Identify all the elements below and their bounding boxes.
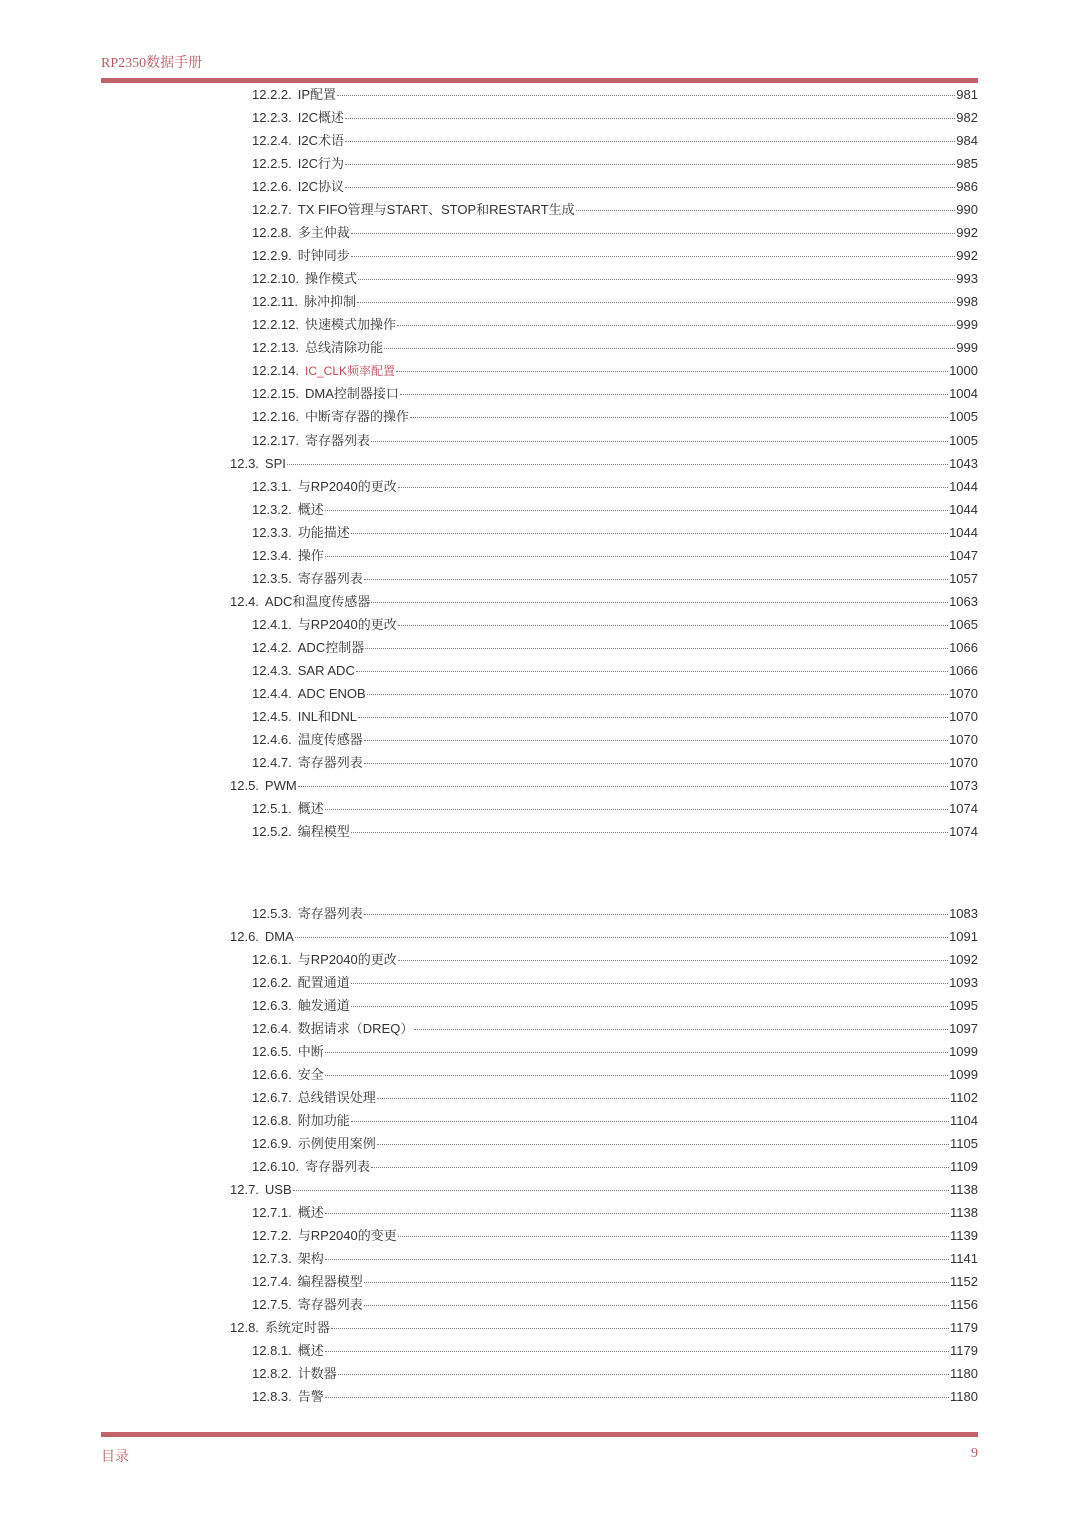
toc-entry-number: 12.6.3. [252, 997, 292, 1013]
toc-entry-number: 12.2.3. [252, 110, 292, 125]
toc-entry-number: 12.2.10. [252, 271, 299, 287]
dot-leader [367, 693, 948, 695]
toc-entry[interactable] [252, 1341, 978, 1361]
document-title: RP2350数据手册 [101, 56, 203, 71]
toc-entry[interactable] [230, 927, 978, 947]
toc-entry-title: 中断寄存器的操作 [305, 409, 410, 425]
toc-entry-title: 安全 [297, 1066, 324, 1082]
toc-entry-number: 12.4.3. [252, 662, 292, 678]
toc-entry[interactable] [252, 1134, 978, 1154]
dot-leader [357, 301, 955, 303]
dot-leader [351, 532, 948, 534]
dot-leader [351, 831, 948, 833]
dot-leader [351, 982, 948, 984]
toc-entry-page: 981 [956, 87, 978, 102]
toc-entry-title: USB [264, 1181, 292, 1197]
toc-entry[interactable] [252, 1157, 978, 1177]
toc-entry-page: 1070 [949, 685, 978, 701]
dot-leader [364, 1281, 949, 1283]
dot-leader [358, 278, 955, 280]
toc-entry-number: 12.2.5. [252, 156, 292, 172]
toc-entry-number: 12.2.4. [252, 133, 292, 149]
toc-entry[interactable] [252, 500, 978, 520]
toc-entry-page: 1180 [950, 1366, 978, 1382]
toc-entry[interactable] [252, 338, 978, 358]
toc-entry-number: 12.2.8. [252, 225, 292, 241]
toc-entry-page: 1070 [949, 731, 978, 747]
toc-entry-page: 1043 [949, 455, 978, 471]
toc-entry-number: 12.2.17. [252, 432, 299, 448]
toc-entry[interactable] [252, 546, 978, 566]
toc-entry-title: 总线清除功能 [305, 340, 384, 356]
toc-entry-title: I2C行为 [297, 156, 344, 172]
toc-entry-page: 1152 [950, 1274, 978, 1289]
toc-entry-page: 1083 [949, 905, 978, 921]
toc-entry[interactable] [252, 753, 978, 773]
toc-entry-number: 12.3. [230, 455, 259, 471]
dot-leader [410, 416, 948, 418]
toc-entry[interactable] [252, 361, 978, 381]
toc-entry-number: 12.7.2. [252, 1227, 292, 1243]
dot-leader [337, 94, 955, 96]
toc-entry-page: 1044 [949, 501, 978, 517]
toc-entry-title: 与RP2040的更改 [297, 616, 397, 632]
toc-entry-page: 986 [956, 179, 978, 195]
toc-entry[interactable] [252, 477, 978, 497]
toc-entry[interactable] [252, 799, 978, 819]
dot-leader [414, 1028, 948, 1030]
toc-entry-page: 1070 [949, 708, 978, 724]
toc-entry-number: 12.5.1. [252, 800, 292, 816]
toc-entry-number: 12.6.2. [252, 974, 292, 990]
toc-entry-number: 12.8. [230, 1320, 259, 1335]
toc-entry-title: 架构 [297, 1250, 324, 1266]
toc-entry-number: 12.3.4. [252, 547, 292, 563]
dot-leader [397, 324, 955, 326]
toc-entry-page: 1044 [949, 478, 978, 494]
toc-entry-page: 1156 [950, 1297, 978, 1312]
toc-entry-number: 12.3.3. [252, 524, 292, 540]
toc-entry[interactable] [252, 730, 978, 750]
toc-entry-title: 寄存器列表 [305, 432, 371, 448]
toc-entry-number: 12.6. [230, 928, 259, 944]
toc-entry-title: 操作 [297, 547, 324, 563]
dot-leader [325, 509, 948, 511]
toc-entry-title: TX FIFO管理与START、STOP和RESTART生成 [297, 202, 575, 218]
toc-entry[interactable] [252, 177, 978, 197]
dot-leader [364, 913, 948, 915]
toc-entry-page: 1093 [949, 974, 978, 990]
toc-entry[interactable] [252, 131, 978, 151]
toc-entry-number: 12.4.1. [252, 616, 292, 632]
toc-entry-title: 寄存器列表 [297, 1297, 363, 1312]
toc-entry-title: 编程模型 [297, 824, 350, 839]
dot-leader [364, 739, 948, 741]
toc-entry-title: 附加功能 [297, 1112, 350, 1128]
toc-entry-page: 982 [956, 110, 978, 125]
toc-entry[interactable] [252, 269, 978, 289]
toc-entry[interactable] [252, 85, 978, 105]
toc-entry[interactable] [252, 569, 978, 589]
toc-entry-title: 脉冲抑制 [304, 294, 357, 310]
toc-entry[interactable] [252, 315, 978, 335]
dot-leader [295, 936, 948, 938]
toc-entry-title: DMA [264, 928, 294, 944]
toc-entry-title: 寄存器列表 [305, 1158, 371, 1174]
toc-entry-page: 999 [956, 340, 978, 356]
toc-entry-page: 1065 [949, 616, 978, 632]
dot-leader [325, 1350, 949, 1352]
toc-entry-number: 12.5. [230, 777, 259, 793]
dot-leader [377, 1143, 949, 1145]
toc-entry[interactable] [252, 384, 978, 404]
dot-leader [371, 601, 948, 603]
toc-entry-page: 1141 [950, 1250, 978, 1266]
toc-entry-page: 1097 [949, 1020, 978, 1036]
dot-leader [325, 1212, 949, 1214]
toc-entry-title: 寄存器列表 [297, 905, 363, 921]
dot-leader [325, 555, 948, 557]
toc-entry-page: 993 [956, 271, 978, 287]
dot-leader [351, 255, 956, 257]
toc-entry-title: 与RP2040的变更 [297, 1227, 397, 1243]
dot-leader [351, 1120, 949, 1122]
toc-entry-page: 1102 [950, 1089, 978, 1105]
dot-leader [325, 1074, 948, 1076]
toc-entry-title: 寄存器列表 [297, 754, 363, 770]
toc-entry-title: 总线错误处理 [297, 1089, 376, 1105]
dot-leader [356, 670, 948, 672]
toc-entry-number: 12.4. [230, 593, 259, 609]
toc-entry-number: 12.6.5. [252, 1043, 292, 1059]
toc-entry[interactable] [252, 108, 978, 128]
toc-entry-title: 操作模式 [305, 271, 358, 287]
toc-entry-page: 1000 [949, 363, 978, 379]
toc-entry-page: 1095 [949, 997, 978, 1013]
dot-leader [398, 959, 948, 961]
dot-leader [345, 117, 955, 119]
toc-entry[interactable] [252, 1111, 978, 1131]
toc-entry-number: 12.7.3. [252, 1250, 292, 1266]
toc-entry-page: 998 [956, 294, 978, 310]
toc-entry-number: 12.7. [230, 1181, 259, 1197]
dot-leader [396, 370, 948, 372]
toc-entry-page: 1063 [949, 593, 978, 609]
toc-entry-title: 计数器 [297, 1366, 337, 1382]
dot-leader [384, 347, 955, 349]
dot-leader [398, 624, 948, 626]
footer-section-label: 目录 [101, 1450, 129, 1465]
toc-entry-page: 1047 [949, 547, 978, 563]
toc-entry[interactable] [230, 592, 978, 612]
dot-leader [345, 163, 955, 165]
toc-entry[interactable] [252, 684, 978, 704]
toc-entry[interactable] [252, 973, 978, 993]
toc-entry-title: 概述 [297, 800, 324, 816]
toc-entry-number: 12.2.7. [252, 202, 292, 218]
toc-entry-title: 触发通道 [297, 997, 350, 1013]
toc-entry-number: 12.8.2. [252, 1366, 292, 1382]
toc-entry-number: 12.5.3. [252, 905, 292, 921]
toc-entry-page: 1005 [949, 432, 978, 448]
dot-leader [351, 232, 956, 234]
dot-leader [287, 463, 948, 465]
toc-entry[interactable] [252, 431, 978, 451]
toc-entry-page: 1092 [949, 951, 978, 967]
toc-entry-number: 12.2.12. [252, 317, 299, 333]
toc-entry-page: 1138 [950, 1181, 978, 1197]
toc-entry-number: 12.7.1. [252, 1204, 292, 1220]
toc-entry-title: 数据请求（DREQ） [297, 1020, 414, 1036]
toc-entry-title[interactable]: IC_CLK频率配置 [305, 364, 396, 379]
toc-entry[interactable] [252, 407, 978, 427]
toc-entry-title: SAR ADC [297, 662, 355, 678]
toc-entry-number: 12.4.5. [252, 708, 292, 724]
toc-entry[interactable] [252, 523, 978, 543]
toc-entry[interactable] [252, 246, 978, 266]
toc-entry[interactable] [252, 1226, 978, 1246]
dot-leader [325, 1396, 949, 1398]
toc-entry[interactable] [252, 1203, 978, 1223]
toc-entry-title: 配置通道 [297, 974, 350, 990]
toc-entry-page: 990 [956, 202, 978, 218]
toc-entry-page: 999 [956, 317, 978, 333]
dot-leader [351, 1005, 948, 1007]
dot-leader [371, 1166, 949, 1168]
toc-entry-number: 12.4.2. [252, 639, 292, 655]
toc-entry-page: 1180 [950, 1389, 978, 1405]
toc-entry[interactable] [252, 1019, 978, 1039]
toc-entry-number: 12.7.4. [252, 1274, 292, 1289]
toc-entry-number: 12.3.1. [252, 478, 292, 494]
toc-entry-title: 快速模式加操作 [305, 317, 397, 333]
toc-entry-title: SPI [264, 455, 286, 471]
toc-entry-number: 12.2.2. [252, 87, 292, 102]
dot-leader [331, 1327, 949, 1329]
toc-entry-number: 12.2.15. [252, 386, 299, 402]
dot-leader [400, 393, 948, 395]
toc-entry-page: 1073 [949, 777, 978, 793]
footer-rule [101, 1432, 978, 1437]
toc-entry-title: IP配置 [297, 87, 337, 102]
toc-entry-page: 992 [956, 225, 978, 241]
dot-leader [398, 486, 948, 488]
toc-entry-page: 1004 [949, 386, 978, 402]
toc-entry[interactable] [252, 1272, 978, 1292]
toc-entry-number: 12.4.4. [252, 685, 292, 701]
toc-entry-page: 1057 [949, 570, 978, 586]
toc-entry-title: ADC和温度传感器 [264, 593, 371, 609]
toc-entry-page: 1099 [949, 1066, 978, 1082]
dot-leader [358, 716, 948, 718]
dot-leader [364, 762, 948, 764]
dot-leader [364, 1304, 949, 1306]
toc-entry[interactable] [252, 1364, 978, 1384]
toc-entry-title: 系统定时器 [264, 1320, 330, 1335]
toc-entry-title: 寄存器列表 [297, 570, 363, 586]
toc-entry-page: 1179 [950, 1343, 978, 1359]
toc-entry[interactable] [252, 615, 978, 635]
toc-entry-title: ADC ENOB [297, 685, 366, 701]
toc-entry-page: 1005 [949, 409, 978, 425]
dot-leader [576, 209, 956, 211]
toc-entry-page: 992 [956, 248, 978, 264]
toc-entry[interactable] [252, 661, 978, 681]
dot-leader [293, 1189, 949, 1191]
toc-entry-number: 12.6.10. [252, 1158, 299, 1174]
toc-entry-title: 温度传感器 [297, 731, 363, 747]
toc-entry-title: 与RP2040的更改 [297, 478, 397, 494]
toc-entry[interactable] [252, 950, 978, 970]
toc-entry[interactable] [252, 707, 978, 727]
toc-entry-title: 概述 [297, 501, 324, 517]
toc-entry[interactable] [252, 1249, 978, 1269]
toc-entry-page: 1105 [950, 1135, 978, 1151]
toc-entry[interactable] [252, 223, 978, 243]
toc-entry[interactable] [230, 776, 978, 796]
dot-leader [338, 1373, 949, 1375]
toc-entry[interactable] [252, 1042, 978, 1062]
toc-entry[interactable] [252, 996, 978, 1016]
toc-entry-page: 984 [956, 133, 978, 149]
dot-leader [377, 1097, 949, 1099]
toc-entry-title: 中断 [297, 1043, 324, 1059]
dot-leader [398, 1235, 949, 1237]
toc-entry-title: I2C概述 [297, 110, 344, 125]
toc-entry[interactable] [252, 1387, 978, 1407]
toc-entry[interactable] [252, 638, 978, 658]
toc-entry-page: 1138 [950, 1204, 978, 1220]
toc-entry-number: 12.3.5. [252, 570, 292, 586]
toc-entry-number: 12.2.16. [252, 409, 299, 425]
toc-entry-number: 12.6.9. [252, 1135, 292, 1151]
toc-entry-title: 告警 [297, 1389, 324, 1405]
toc-entry[interactable] [230, 454, 978, 474]
toc-entry-page: 1104 [950, 1112, 978, 1128]
toc-entry[interactable] [252, 154, 978, 174]
toc-entry-number: 12.5.2. [252, 824, 292, 839]
toc-entry-title: DMA控制器接口 [305, 386, 399, 402]
toc-entry[interactable] [252, 200, 978, 220]
toc-entry-number: 12.8.1. [252, 1343, 292, 1359]
dot-leader [345, 186, 955, 188]
dot-leader [365, 647, 948, 649]
page-number: 9 [971, 1446, 978, 1461]
toc-entry-number: 12.3.2. [252, 501, 292, 517]
toc-entry-page: 1044 [949, 524, 978, 540]
toc-entry-page: 1074 [949, 824, 978, 839]
toc-entry-title: 与RP2040的更改 [297, 951, 397, 967]
toc-entry-number: 12.2.6. [252, 179, 292, 195]
toc-entry[interactable] [252, 292, 978, 312]
toc-entry-number: 12.2.9. [252, 248, 292, 264]
toc-entry-title: 概述 [297, 1343, 324, 1359]
toc-entry-title: 功能描述 [297, 524, 350, 540]
toc-entry-number: 12.6.4. [252, 1020, 292, 1036]
toc-entry-number: 12.2.14. [252, 363, 299, 379]
toc-entry-title: I2C协议 [297, 179, 344, 195]
toc-entry-number: 12.6.8. [252, 1112, 292, 1128]
toc-entry-number: 12.4.6. [252, 731, 292, 747]
toc-entry-title: 概述 [297, 1204, 324, 1220]
toc-entry-number: 12.4.7. [252, 754, 292, 770]
toc-entry-page: 1109 [950, 1158, 978, 1174]
toc-entry-page: 1099 [949, 1043, 978, 1059]
toc-entry-page: 1066 [949, 662, 978, 678]
toc-entry-title: 编程器模型 [297, 1274, 363, 1289]
dot-leader [371, 440, 948, 442]
toc-entry-title: INL和DNL [297, 708, 358, 724]
dot-leader [298, 785, 948, 787]
toc-entry[interactable] [252, 1088, 978, 1108]
toc-entry[interactable] [252, 1295, 978, 1315]
toc-entry-title: ADC控制器 [297, 639, 365, 655]
toc-entry-page: 1074 [949, 800, 978, 816]
toc-entry-number: 12.2.13. [252, 340, 299, 356]
toc-entry-number: 12.6.7. [252, 1089, 292, 1105]
toc-entry[interactable] [252, 904, 978, 924]
toc-entry-title: PWM [264, 777, 297, 793]
toc-entry-page: 1179 [950, 1320, 978, 1335]
toc-entry-title: 时钟同步 [297, 248, 350, 264]
toc-entry-title: 多主仲裁 [297, 225, 350, 241]
toc-entry[interactable] [230, 1318, 978, 1338]
toc-entry-number: 12.6.6. [252, 1066, 292, 1082]
toc-entry-number: 12.8.3. [252, 1389, 292, 1405]
dot-leader [345, 140, 955, 142]
dot-leader [325, 1051, 948, 1053]
toc-entry-number: 12.7.5. [252, 1297, 292, 1312]
toc-entry-number: 12.6.1. [252, 951, 292, 967]
toc-entry-page: 1070 [949, 754, 978, 770]
toc-entry-number: 12.2.11. [252, 294, 299, 310]
toc-entry-page: 1139 [950, 1227, 978, 1243]
dot-leader [364, 578, 948, 580]
toc-entry[interactable] [230, 1180, 978, 1200]
toc-entry[interactable] [252, 1065, 978, 1085]
toc-entry-page: 985 [956, 156, 978, 172]
dot-leader [325, 1258, 949, 1260]
toc-entry-page: 1066 [949, 639, 978, 655]
toc-entry-page: 1091 [949, 928, 978, 944]
toc-entry-title: 示例使用案例 [297, 1135, 376, 1151]
toc-entry-title: I2C术语 [297, 133, 344, 149]
dot-leader [325, 808, 948, 810]
toc-entry[interactable] [252, 822, 978, 842]
